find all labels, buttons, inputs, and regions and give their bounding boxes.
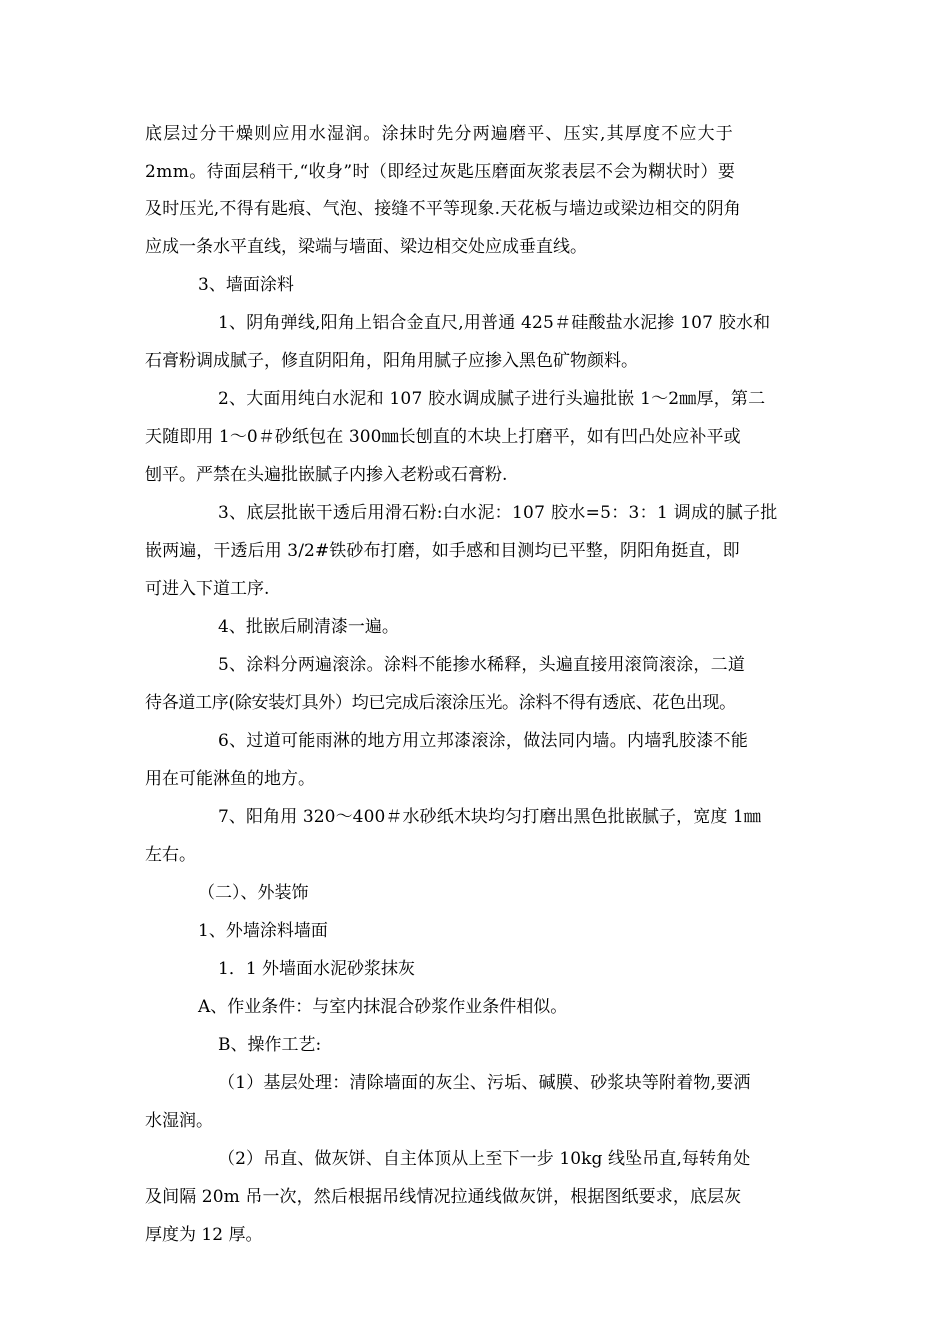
text-line: 7、阳角用 320～400＃水砂纸木块均匀打磨出黑色批嵌腻子，宽度 1㎜ <box>218 807 761 827</box>
text-line: 可进入下道工序. <box>145 579 270 599</box>
section-heading: （二）、外装饰 <box>198 883 309 903</box>
text-line: B、操作工艺: <box>218 1035 322 1055</box>
text-line: 底层过分干燥则应用水湿润。涂抹时先分两遍磨平、压实,其厚度不应大于 <box>145 124 735 144</box>
text-line: 1、阴角弹线,阳角上铝合金直尺,用普通 425＃硅酸盐水泥掺 107 胶水和 <box>218 313 771 333</box>
text-line: 天随即用 1～0＃砂纸包在 300㎜长刨直的木块上打磨平，如有凹凸处应补平或 <box>145 427 741 447</box>
text-line: A、作业条件：与室内抹混合砂浆作业条件相似。 <box>198 997 568 1017</box>
section-heading: 3、墙面涂料 <box>198 275 294 295</box>
text-line: 嵌两遍，干透后用 3/2#铁砂布打磨，如手感和目测均已平整，阴阳角挺直，即 <box>145 541 740 561</box>
section-heading: 1、外墙涂料墙面 <box>198 921 328 941</box>
text-line: 刨平。严禁在头遍批嵌腻子内掺入老粉或石膏粉. <box>145 465 508 485</box>
text-line: 5、涂料分两遍滚涂。涂料不能掺水稀释，头遍直接用滚筒滚涂，二道 <box>218 655 746 675</box>
text-line: 左右。 <box>145 845 196 865</box>
text-line: 应成一条水平直线，梁端与墙面、梁边相交处应成垂直线。 <box>145 237 587 257</box>
text-line: （2）吊直、做灰饼、自主体顶从上至下一步 10kg 线坠吊直,每转角处 <box>218 1149 751 1169</box>
text-line: 厚度为 12 厚。 <box>145 1225 263 1245</box>
text-line: 4、批嵌后刷清漆一遍。 <box>218 617 399 637</box>
text-line: 2、大面用纯白水泥和 107 胶水调成腻子进行头遍批嵌 1～2㎜厚，第二 <box>218 389 766 409</box>
text-line: 及时压光,不得有匙痕、气泡、接缝不平等现象.天花板与墙边或梁边相交的阴角 <box>145 199 742 219</box>
text-line: 6、过道可能雨淋的地方用立邦漆滚涂，做法同内墙。内墙乳胶漆不能 <box>218 731 749 751</box>
text-line: 待各道工序(除安装灯具外）均已完成后滚涂压光。涂料不得有透底、花色出现。 <box>145 693 736 713</box>
text-line: 水湿润。 <box>145 1111 213 1131</box>
text-line: 用在可能淋鱼的地方。 <box>145 769 315 789</box>
text-line: 及间隔 20m 吊一次，然后根据吊线情况拉通线做灰饼，根据图纸要求，底层灰 <box>145 1187 742 1207</box>
subsection-heading: 1．1 外墙面水泥砂浆抹灰 <box>218 959 416 979</box>
text-line: （1）基层处理：清除墙面的灰尘、污垢、碱膜、砂浆块等附着物,要洒 <box>218 1073 751 1093</box>
text-line: 石膏粉调成腻子，修直阴阳角，阳角用腻子应掺入黑色矿物颜料。 <box>145 351 638 371</box>
text-line: 3、底层批嵌干透后用滑石粉:白水泥：107 胶水=5：3：1 调成的腻子批 <box>218 503 778 523</box>
text-line: 2mm。待面层稍干,“收身”时（即经过灰匙压磨面灰浆表层不会为糊状时）要 <box>145 162 736 182</box>
